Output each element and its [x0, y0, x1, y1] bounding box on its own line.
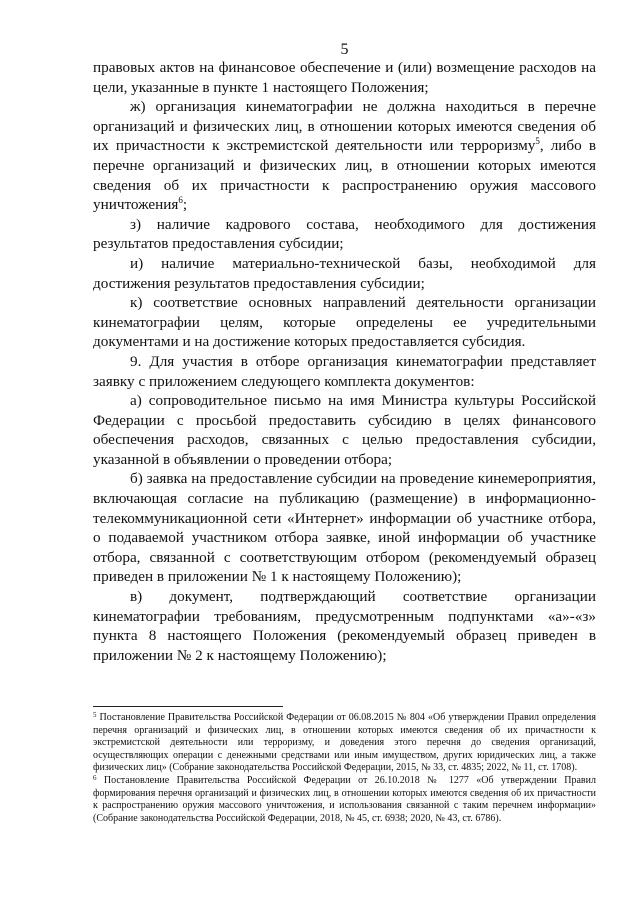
- document-body: [93, 58, 596, 665]
- paragraph-item-k: к) соответствие основных направлений деятельности организации кинематографии целям, которые определены ее учредительными документами и на достижение которых предоставляется субсидия.: [93, 294, 596, 351]
- paragraph-item-z: з) наличие кадрового состава, необходимого для достижения результатов предоставления субсидии;: [93, 215, 596, 253]
- footnote-6-mark: 6: [93, 773, 97, 782]
- paragraph-item-a: а) сопроводительное письмо на имя Министра культуры Российской Федерации с просьбой предоставить субсидию в целях финансового обеспечения расходов, связанных с целью предоставления субсидии, указанной в объявлении о проведении отбора;: [93, 392, 596, 468]
- footnote-ref-6: 6: [178, 195, 183, 206]
- paragraph-item-zh-end: ;: [182, 196, 188, 214]
- footnote-5: [93, 712, 596, 775]
- footnote-ref-5: 5: [535, 136, 540, 147]
- footnote-5-text: Постановление Правительства Российской Федерации от 06.08.2015 № 804 «Об утверждении Правил определения перечня организаций и физических лиц, в отношении которых имеются сведения об их причастности к экстремистской деятельности или терроризму, и доведения этого перечня до сведения организаций, осуществляющих операции с денежными средствами или иным имуществом, других юридических лиц, а также физических лиц» (Собрание законодательства Российской Федерации, 2015, № 33, ст. 4835; 2022, № 11, ст. 1708).: [93, 712, 596, 774]
- paragraph-continuation: правовых актов на финансовое обеспечение и (или) возмещение расходов на цели, указанные в пункте 1 настоящего Положения;: [93, 59, 596, 96]
- footnote-6: [93, 775, 596, 825]
- footnote-separator: [93, 706, 283, 707]
- footnote-5-mark: 5: [93, 711, 97, 719]
- paragraph-item-zh-tail: , либо в перечне организаций и физических лиц, в отношении которых имеются сведения об их причастности к распространению оружия массового уничтожения: [93, 137, 596, 214]
- paragraph-item-b: б) заявка на предоставление субсидии на проведение кинемероприятия, включающая согласие на публикацию (размещение) в информационно-телекоммуникационной сети «Интернет» информации об участнике отбора, о подаваемой участником отбора заявке, иной информации об участнике отбора, связанной с соответствующим отбором (рекомендуемый образец приведен в приложении № 1 к настоящему Положению);: [93, 470, 596, 586]
- paragraph-item-zh: [93, 97, 596, 215]
- paragraph-item-v: в) документ, подтверждающий соответствие организации кинематографии требованиям, предусмотренным подпунктами «а»-«з» пункта 8 настоящего Положения (рекомендуемый образец приведен в приложении № 2 к настоящему Положению);: [93, 588, 596, 664]
- paragraph-clause-9: 9. Для участия в отборе организация кинематографии представляет заявку с приложением следующего комплекта документов:: [93, 352, 596, 390]
- footnote-6-text: Постановление Правительства Российской Федерации от 26.10.2018 № 1277 «Об утверждении Правил формирования перечня организаций и физических лиц, в отношении которых имеются сведения об их причастности к распространению оружия массового уничтожения, и использования связанной с таким перечнем информации» (Собрание законодательства Российской Федерации, 2018, № 45, ст. 6938; 2020, № 43, ст. 6786).: [93, 774, 596, 824]
- paragraph-item-zh-text: ж) организация кинематографии не должна находиться в перечне организаций и физических лиц, в отношении которых имеются сведения об их причастности к экстремистской деятельности или терроризму: [93, 98, 596, 155]
- footnotes: [93, 712, 596, 825]
- paragraph-item-i: и) наличие материально-технической базы, необходимой для достижения результатов предоставления субсидии;: [93, 254, 596, 292]
- page-number: 5: [340, 41, 349, 58]
